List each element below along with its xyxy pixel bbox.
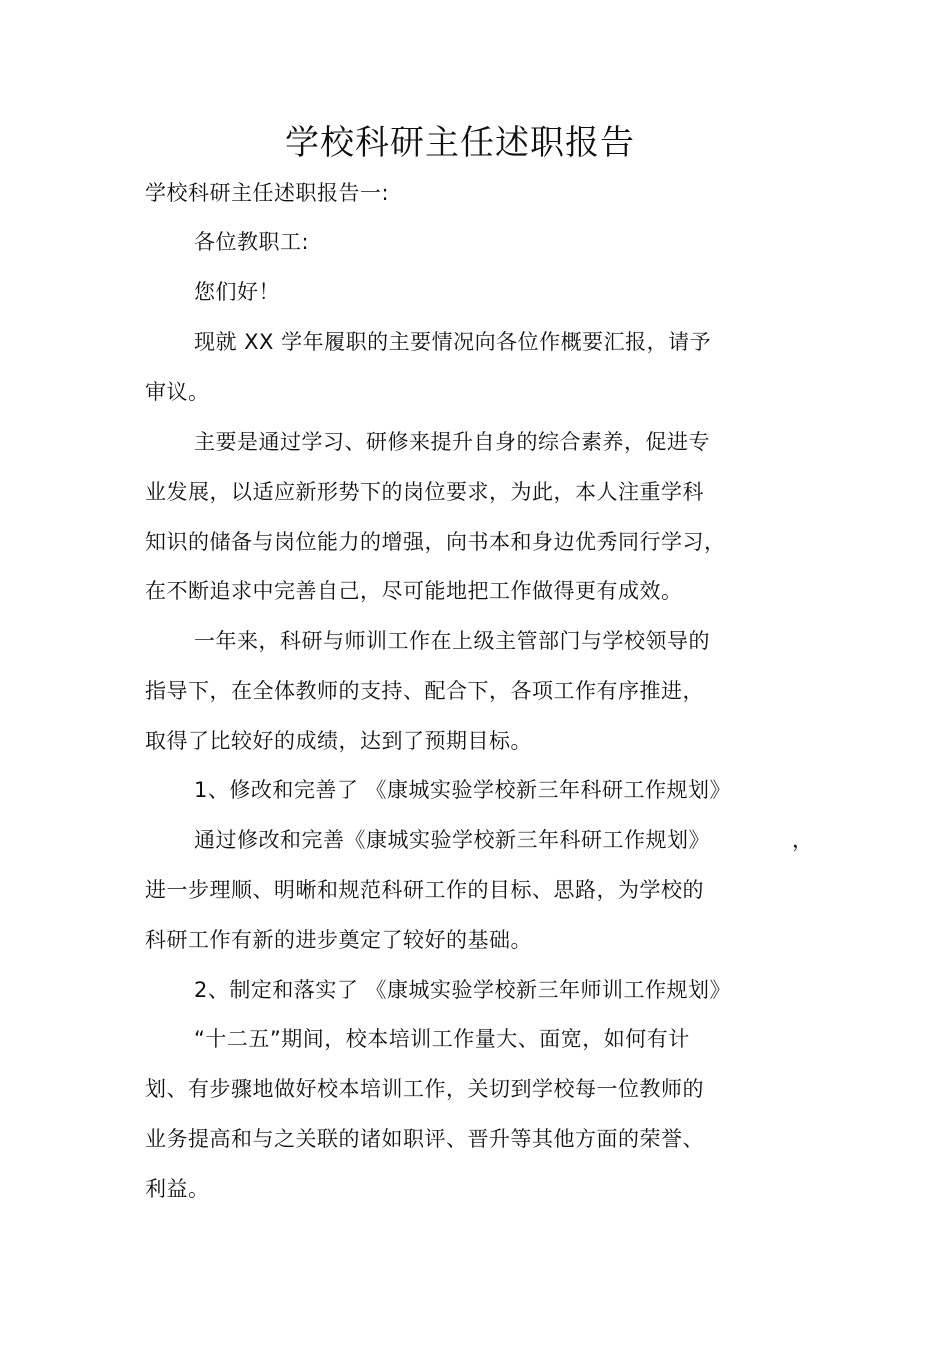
paragraph-line: 业发展，以适应新形势下的岗位要求，为此，本人注重学科	[145, 480, 704, 504]
paragraph-line: 指导下，在全体教师的支持、配合下，各项工作有序推进，	[145, 679, 704, 703]
paragraph-line: 利益。	[145, 1177, 210, 1201]
numbered-item-2: 2、制定和落实了 《康城实验学校新三年师训工作规划》	[194, 978, 732, 1002]
greeting: 您们好！	[194, 280, 280, 304]
document-title: 学校科研主任述职报告	[285, 123, 635, 163]
salutation: 各位教职工:	[194, 230, 310, 254]
paragraph-line: “十二五”期间，校本培训工作量大、面宽，如何有计	[194, 1027, 690, 1051]
paragraph-line: 一年来，科研与师训工作在上级主管部门与学校领导的	[194, 629, 710, 653]
paragraph-line: 通过修改和完善《康城实验学校新三年科研工作规划》	[194, 828, 710, 852]
paragraph-line: 业务提高和与之关联的诸如职评、晋升等其他方面的荣誉、	[145, 1127, 704, 1151]
paragraph-line: 取得了比较好的成绩，达到了预期目标。	[145, 729, 532, 753]
paragraph-line: 现就 XX 学年履职的主要情况向各位作概要汇报，请予	[194, 330, 712, 354]
trailing-comma: ，	[792, 828, 813, 852]
paragraph-line: 在不断追求中完善自己，尽可能地把工作做得更有成效。	[145, 579, 683, 603]
paragraph-line: 知识的储备与岗位能力的增强，向书本和身边优秀同行学习，	[145, 530, 726, 554]
paragraph-line: 划、有步骤地做好校本培训工作，关切到学校每一位教师的	[145, 1077, 704, 1101]
numbered-item-1: 1、修改和完善了 《康城实验学校新三年科研工作规划》	[194, 778, 732, 802]
paragraph-line: 进一步理顺、明晰和规范科研工作的目标、思路，为学校的	[145, 878, 704, 902]
paragraph-line: 主要是通过学习、研修来提升自身的综合素养，促进专	[194, 430, 710, 454]
paragraph-line: 科研工作有新的进步奠定了较好的基础。	[145, 928, 532, 952]
paragraph-line: 审议。	[145, 380, 210, 404]
section-heading: 学校科研主任述职报告一:	[145, 181, 390, 205]
